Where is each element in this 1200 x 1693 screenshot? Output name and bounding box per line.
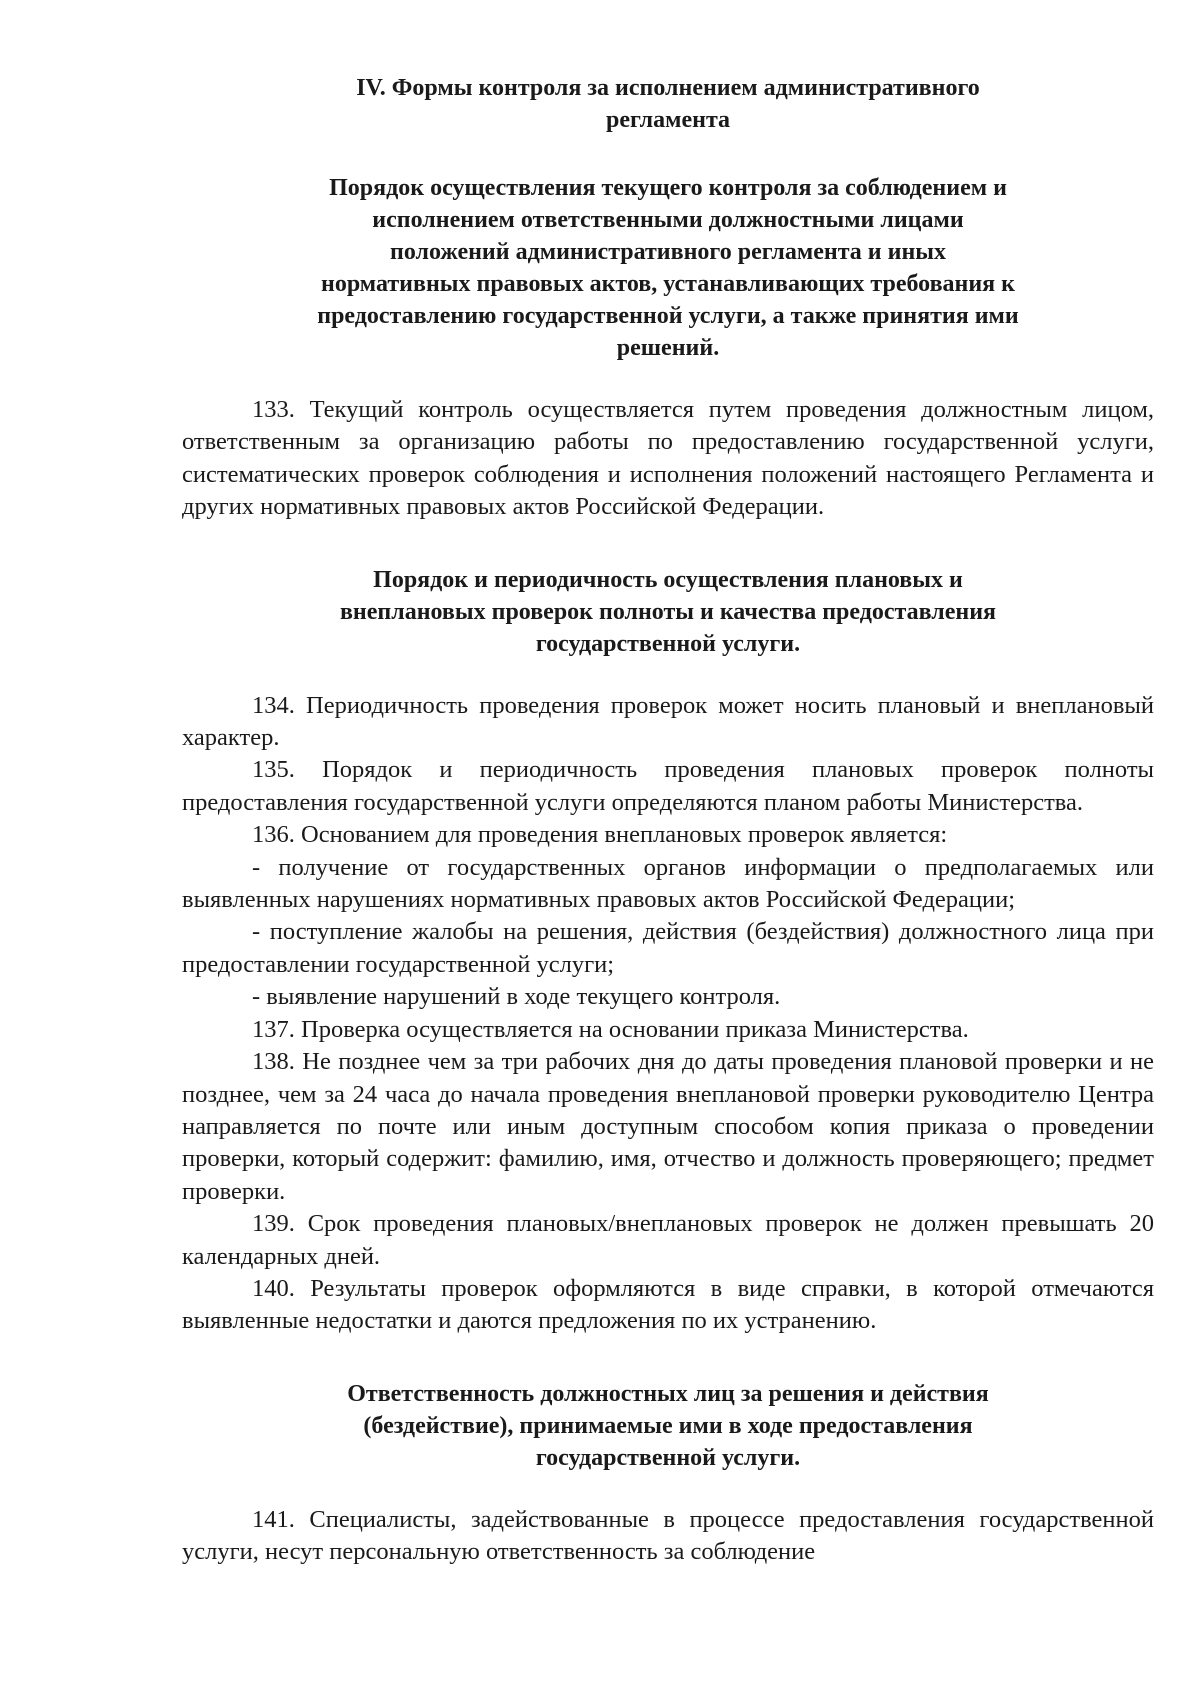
section-heading-line: Порядок и периодичность осуществления плановых и: [373, 566, 963, 593]
paragraph-133: 133. Текущий контроль осуществляется путем проведения должностным лицом, ответственным за организацию работы по предоставлению государственной услуги, систематических проверок соблюдения и исполнения положений настоящего Регламента и других нормативных правовых актов Российской Федерации.: [182, 396, 1154, 521]
section-heading-line: внеплановых проверок полноты и качества предоставления: [339, 598, 997, 625]
section-heading-line: положений административного регламента и иных: [389, 239, 947, 265]
paragraph-134: 134. Периодичность проведения проверок может носить плановый и внеплановый характер.: [182, 691, 1154, 752]
section-heading-line: государственной услуги.: [535, 630, 801, 657]
list-item-136-3: - выявление нарушений в ходе текущего контроля.: [252, 983, 781, 1011]
paragraph-137: 137. Проверка осуществляется на основании приказа Министерства.: [252, 1015, 969, 1043]
paragraph-140: 140. Результаты проверок оформляются в виде справки, в которой отмечаются выявленные недостатки и даются предложения по их устранению.: [182, 1274, 1154, 1335]
paragraph-139: 139. Срок проведения плановых/внеплановых проверок не должен превышать 20 календарных дней.: [182, 1210, 1154, 1270]
list-item-136-1: - получение от государственных органов информации о предполагаемых или выявленных нарушениях нормативных правовых актов Российской Федерации;: [182, 853, 1154, 914]
section-heading-line: Порядок осуществления текущего контроля за соблюдением и: [329, 175, 1007, 201]
paragraph-136: 136. Основанием для проведения внеплановых проверок является:: [252, 821, 948, 849]
paragraph-141: 141. Специалисты, задействованные в процессе предоставления государственной услуги, несут персональную ответственность за соблюдение: [182, 1505, 1154, 1566]
document-content: [182, 72, 1154, 1569]
section-heading-inspections: [182, 564, 1154, 660]
section-heading-line: нормативных правовых актов, устанавливающих требования к: [320, 271, 1015, 297]
section-heading-line: (бездействие), принимаемые ими в ходе предоставления: [363, 1412, 973, 1439]
section-heading-line: Ответственность должностных лиц за решения и действия: [347, 1380, 989, 1407]
paragraph-135: 135. Порядок и периодичность проведения плановых проверок полноты предоставления государственной услуги определяются планом работы Министерства.: [182, 756, 1154, 816]
section-heading-responsibility: [182, 1378, 1154, 1474]
section-heading-line: исполнением ответственными должностными лицами: [372, 207, 964, 233]
section-heading-line: решений.: [616, 335, 720, 361]
list-item-136-2: - поступление жалобы на решения, действия (бездействия) должностного лица при предоставлении государственной услуги;: [182, 918, 1154, 978]
paragraph-138: 138. Не позднее чем за три рабочих дня до даты проведения плановой проверки и не позднее, чем за 24 часа до начала проведения внеплановой проверки руководителю Центра направляется по почте или иным доступным способом копия приказа о проведении проверки, который содержит: фамилию, имя, отчество и должность проверяющего; предмет проверки.: [182, 1048, 1154, 1205]
chapter-title-line: регламента: [605, 107, 731, 133]
chapter-title-line: IV. Формы контроля за исполнением административного: [356, 75, 980, 101]
section-heading-current-control: [182, 172, 1154, 364]
chapter-title: [182, 72, 1154, 136]
section-heading-line: предоставлению государственной услуги, а также принятия ими: [317, 303, 1019, 329]
section-heading-line: государственной услуги.: [535, 1444, 801, 1471]
